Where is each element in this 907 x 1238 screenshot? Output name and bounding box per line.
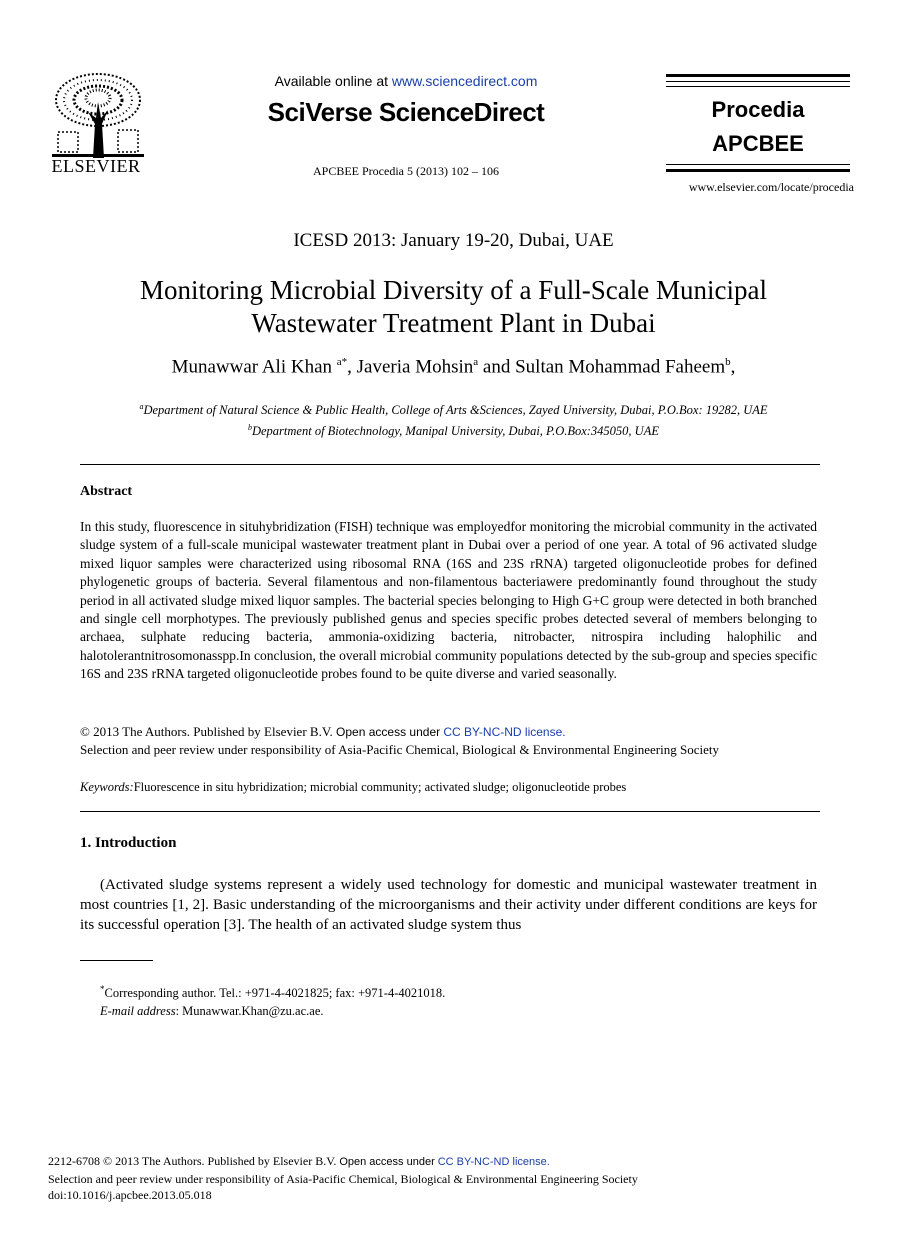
keywords — [80, 780, 825, 795]
affil-mark: a — [139, 402, 144, 411]
page-footer — [48, 1153, 868, 1204]
intro-paragraph: (Activated sludge systems represent a widely used technology for domestic and municipal wastewater treatment in most countries [1, 2]. Basic understanding of the microorganisms and their activity under different conditions are keys for its successful operation [3]. The health of an activated sludge system thus — [80, 877, 817, 933]
section-heading: 1. Introduction — [80, 835, 177, 851]
doi[interactable]: doi:10.1016/j.apcbee.2013.05.018 — [48, 1188, 212, 1202]
keywords-text: Fluorescence in situ hybridization; microbial community; activated sludge; oligonucleotide probes — [133, 780, 627, 794]
section-divider — [80, 811, 820, 812]
author-affil-mark: b — [725, 356, 731, 368]
available-online — [258, 73, 554, 89]
journal-name-line1: Procedia — [711, 97, 805, 122]
elsevier-tree-icon — [48, 72, 148, 158]
author-name: Javeria Mohsin — [356, 356, 474, 378]
author-name: Sultan Mohammad Faheem — [515, 356, 726, 378]
header-rule — [666, 169, 850, 172]
footnote — [100, 980, 800, 1020]
affil-mark: b — [247, 423, 252, 433]
author-affil-mark: a — [473, 356, 479, 368]
abstract-text: In this study, fluorescence in situhybridization (FISH) technique was employedfor monitoring the microbial community in the activated sludge system of a full-scale municipal wastewater treatment plant in Dubai over a period of one year. A total of 96 activated sludge mixed liquor samples were characterized using ribosomal RNA (16S and 23S rRNA) targeted oligonucleotide probes for defined phylogenetic groups of bacteria. Several filamentous and non-filamentous bacteriawere predominantly found throughout the study period in all activated sludge mixed liquor samples. The bacterial species belonging to High G+C group were detected in both branched and single cell morphotypes. The previously published genus and species specific probes detected several of members belonging to archaea, sulphate reducing bacteria, ammonia-oxidizing bacteria, nitrobacter, nitrospira including halophilic and halotolerantnitrosomonasspp.In conclusion, the overall microbial community populations detected by the sub-group and species specific 16S and 23S rRNA targeted oligonucleotide probes found to be quite diverse and varied seasonally. — [80, 519, 817, 682]
header-rule — [666, 81, 850, 82]
footnote-mark: * — [100, 984, 105, 994]
keywords-label: Keywords: — [80, 780, 134, 794]
paper-title — [60, 274, 847, 340]
author-separator: and — [478, 356, 516, 378]
sciencedirect-link[interactable]: www.sciencedirect.com — [391, 73, 538, 89]
corresponding-author: Corresponding author. Tel.: +971-4-4021825; fax: +971-4-4021018. — [104, 986, 446, 1001]
author-name: Munawwar Ali Khan — [171, 356, 333, 378]
header-rule — [666, 74, 850, 77]
open-access-label: Open access under — [339, 1156, 435, 1168]
affiliations — [40, 398, 867, 440]
journal-name — [666, 93, 850, 161]
header-rule — [666, 86, 850, 87]
peer-review-line: Selection and peer review under responsibility of Asia-Pacific Chemical, Biological & Environmental Engineering Society — [80, 742, 719, 757]
affil-text: Department of Biotechnology, Manipal University, Dubai, P.O.Box:345050, UAE — [251, 424, 659, 439]
journal-reference: APCBEE Procedia 5 (2013) 102 – 106 — [313, 164, 499, 178]
peer-review-line: Selection and peer review under responsibility of Asia-Pacific Chemical, Biological & Environmental Engineering Society — [48, 1171, 638, 1186]
email-address[interactable]: : Munawwar.Khan@zu.ac.ae. — [175, 1004, 324, 1019]
affiliation — [40, 398, 867, 419]
affiliation — [40, 419, 867, 440]
conference-line: ICESD 2013: January 19-20, Dubai, UAE — [293, 230, 614, 251]
author-list — [40, 356, 867, 378]
author-affil-mark: a* — [336, 356, 348, 368]
open-access-label: Open access under — [336, 725, 441, 739]
license-link[interactable]: CC BY-NC-ND license. — [437, 1156, 550, 1168]
footnote-rule — [80, 960, 153, 961]
journal-name-line2: APCBEE — [712, 131, 804, 156]
header-rule — [666, 164, 850, 165]
available-prefix: Available online at — [274, 73, 388, 89]
section-divider — [80, 464, 820, 465]
copyright-block — [80, 723, 825, 759]
author-separator: , — [347, 356, 357, 378]
issn-line: 2212-6708 © 2013 The Authors. Published by Elsevier B.V. — [48, 1154, 337, 1168]
abstract-heading: Abstract — [80, 484, 133, 499]
journal-url[interactable]: www.elsevier.com/locate/procedia — [688, 180, 854, 194]
license-link[interactable]: CC BY-NC-ND license. — [443, 725, 566, 739]
platform-logo: SciVerse ScienceDirect — [267, 97, 545, 127]
copyright-line: © 2013 The Authors. Published by Elsevier B.V. — [80, 724, 333, 739]
title-line: Monitoring Microbial Diversity of a Full-Scale Municipal — [140, 275, 767, 305]
email-label: E-mail address — [100, 1004, 176, 1019]
publisher-logo-text: ELSEVIER — [51, 156, 141, 176]
author-separator: , — [730, 356, 736, 378]
affil-text: Department of Natural Science & Public Health, College of Arts &Sciences, Zayed University, Dubai, P.O.Box: 19282, UAE — [143, 403, 768, 418]
title-line: Wastewater Treatment Plant in Dubai — [251, 308, 656, 338]
